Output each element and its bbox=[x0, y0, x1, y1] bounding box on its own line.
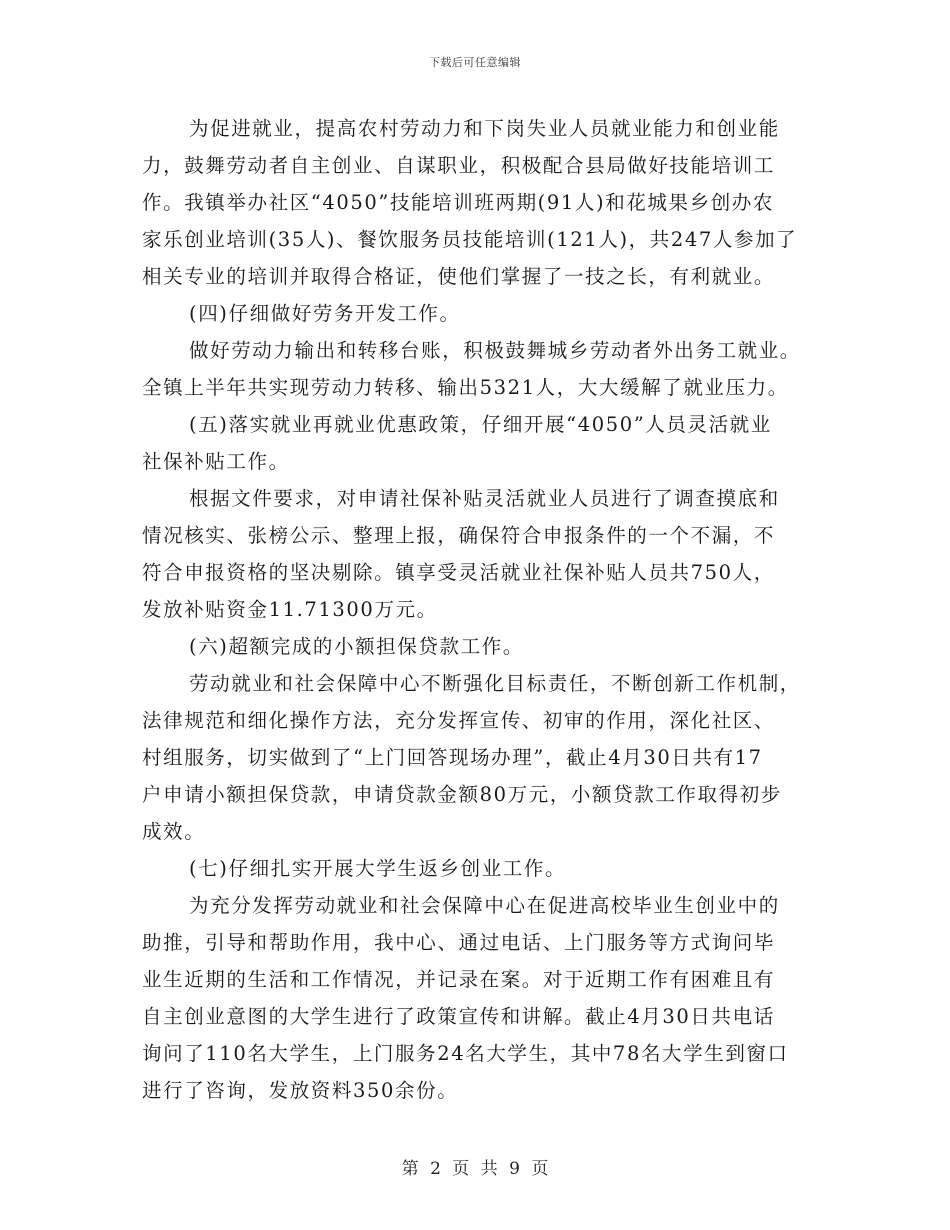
text-line: 进行了咨询，发放资料350余份。 bbox=[142, 1079, 459, 1102]
text-line: 作。我镇举办社区“4050”技能培训班两期(91人)和花城果乡创办农 bbox=[142, 191, 774, 214]
section-heading bbox=[142, 850, 812, 887]
text-line: 力，鼓舞劳动者自主创业、自谋职业，积极配合县局做好技能培训工 bbox=[142, 154, 776, 177]
paragraph bbox=[142, 110, 812, 295]
text-line: 劳动就业和社会保障中心不断强化目标责任，不断创新工作机制， bbox=[189, 672, 801, 695]
page-number: 第 2 页 共 9 页 bbox=[401, 1159, 549, 1179]
text-line: 为促进就业，提高农村劳动力和下岗失业人员就业能力和创业能 bbox=[189, 117, 780, 140]
text-line: 做好劳动力输出和转移台账，积极鼓舞城乡劳动者外出务工就业。 bbox=[189, 339, 801, 362]
text-line: 家乐创业培训(35人)、餐饮服务员技能培训(121人)，共247人参加了 bbox=[142, 228, 798, 251]
text-line: 户申请小额担保贷款，申请贷款金额80万元，小额贷款工作取得初步 bbox=[142, 783, 782, 806]
section-heading bbox=[142, 628, 812, 665]
text-line: 为充分发挥劳动就业和社会保障中心在促进高校毕业生创业中的 bbox=[189, 894, 780, 917]
text-line: (四)仔细做好劳务开发工作。 bbox=[189, 302, 461, 325]
text-line: (五)落实就业再就业优惠政策，仔细开展“4050”人员灵活就业 bbox=[189, 413, 772, 436]
text-line: 法律规范和细化操作方法，充分发挥宣传、初审的作用，深化社区、 bbox=[142, 709, 776, 732]
paragraph bbox=[142, 887, 812, 1109]
text-line: 社保补贴工作。 bbox=[142, 450, 290, 473]
section-heading bbox=[142, 295, 812, 332]
text-line: 情况核实、张榜公示、整理上报，确保符合申报条件的一个不漏，不 bbox=[142, 524, 776, 547]
text-line: 村组服务，切实做到了“上门回答现场办理”，截止4月30日共有17 bbox=[142, 746, 763, 769]
text-line: 相关专业的培训并取得合格证，使他们掌握了一技之长，有利就业。 bbox=[142, 265, 776, 288]
section-heading bbox=[142, 406, 812, 480]
document-body bbox=[142, 110, 812, 1109]
text-line: 全镇上半年共实现劳动力转移、输出5321人，大大缓解了就业压力。 bbox=[142, 376, 789, 399]
text-line: 自主创业意图的大学生进行了政策宣传和讲解。截止4月30日共电话 bbox=[142, 1005, 775, 1028]
text-line: 业生近期的生活和工作情况，并记录在案。对于近期工作有困难且有 bbox=[142, 968, 776, 991]
text-line: 成效。 bbox=[142, 820, 206, 843]
page-header-note: 下载后可任意编辑 bbox=[429, 56, 521, 69]
text-line: 助推，引导和帮助作用，我中心、通过电话、上门服务等方式询问毕 bbox=[142, 931, 776, 954]
text-line: (七)仔细扎实开展大学生返乡创业工作。 bbox=[189, 857, 567, 880]
text-line: (六)超额完成的小额担保贷款工作。 bbox=[189, 635, 524, 658]
paragraph bbox=[142, 480, 812, 628]
paragraph bbox=[142, 665, 812, 850]
text-line: 根据文件要求，对申请社保补贴灵活就业人员进行了调查摸底和 bbox=[189, 487, 780, 510]
paragraph bbox=[142, 332, 812, 406]
text-line: 符合申报资格的坚决剔除。镇享受灵活就业社保补贴人员共750人， bbox=[142, 561, 775, 584]
text-line: 发放补贴资金11.71300万元。 bbox=[142, 598, 438, 621]
text-line: 询问了110名大学生，上门服务24名大学生，其中78名大学生到窗口 bbox=[142, 1042, 789, 1065]
